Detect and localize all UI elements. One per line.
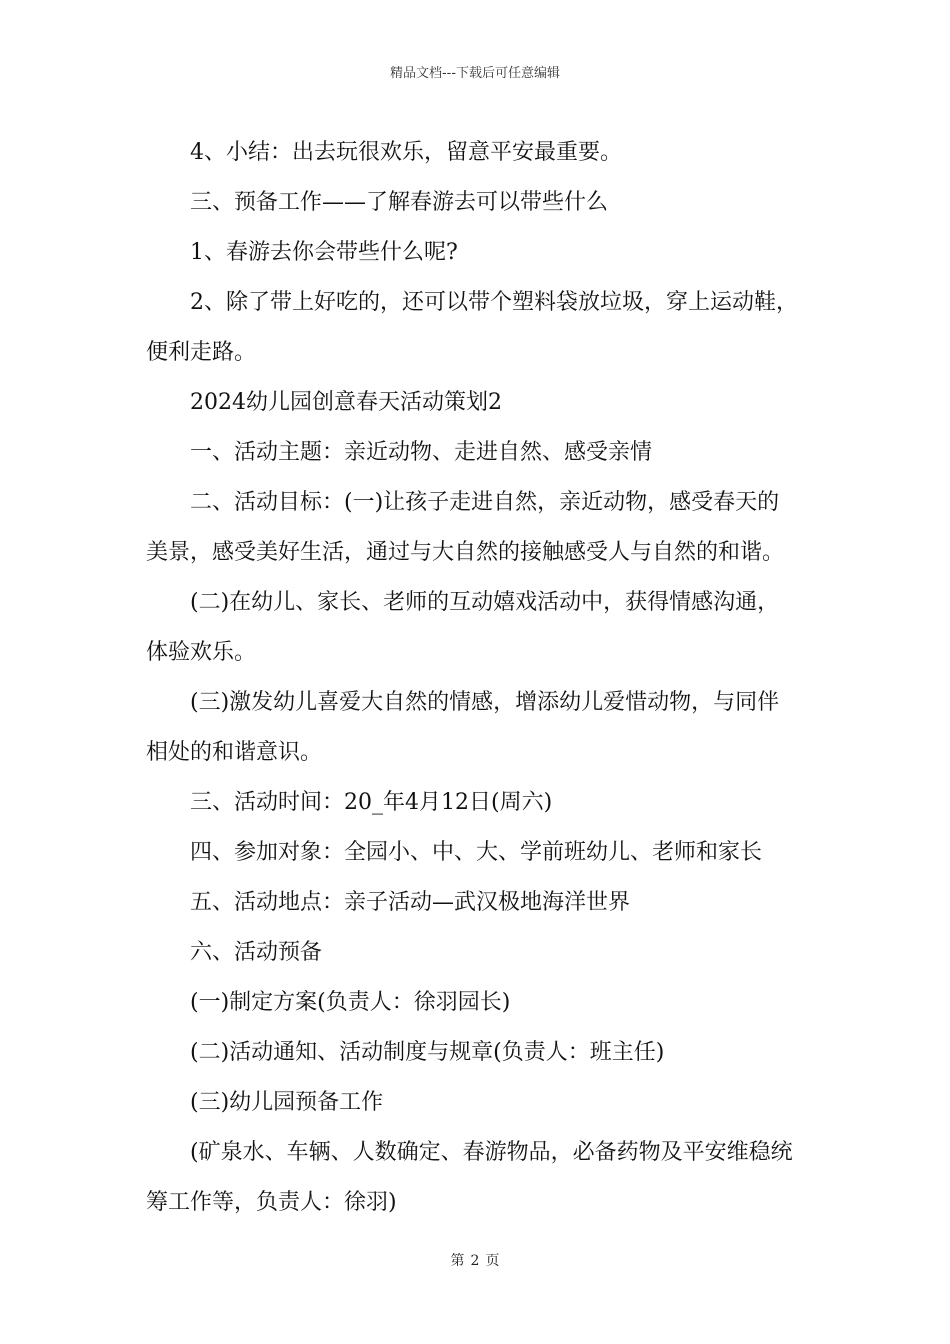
section-heading: 二、活动目标：(一)让孩子走进自然，亲近动物，感受春天的 — [190, 490, 780, 515]
paragraph-line: (矿泉水、车辆、人数确定、春游物品，必备药物及平安维稳统 — [190, 1140, 793, 1165]
paragraph-line: 筹工作等，负责人：徐羽) — [146, 1190, 397, 1215]
paragraph-line: 体验欢乐。 — [146, 640, 257, 665]
page-footer — [0, 1252, 950, 1270]
paragraph-line: 便利走路。 — [146, 340, 257, 365]
section-heading: 六、活动预备 — [190, 940, 323, 965]
list-item: (一)制定方案(负责人：徐羽园长) — [190, 990, 511, 1015]
section-heading: 四、参加对象：全园小、中、大、学前班幼儿、老师和家长 — [190, 840, 763, 865]
list-item: (三)幼儿园预备工作 — [190, 1090, 384, 1115]
page-header: 精品文档---下载后可任意编辑 — [389, 66, 561, 81]
section-heading: 三、预备工作——了解春游去可以带些什么 — [190, 190, 609, 215]
section-heading: 五、活动地点：亲子活动—武汉极地海洋世界 — [190, 890, 631, 915]
section-heading: 一、活动主题：亲近动物、走进自然、感受亲情 — [190, 440, 653, 465]
document-body — [146, 128, 810, 1228]
paragraph-line: (三)激发幼儿喜爱大自然的情感，增添幼儿爱惜动物，与同伴 — [190, 690, 780, 715]
page-number-suffix: 页 — [485, 1253, 500, 1269]
list-item: (二)活动通知、活动制度与规章(负责人：班主任) — [190, 1040, 665, 1065]
document-title: 2024幼儿园创意春天活动策划2 — [190, 390, 502, 415]
paragraph-line: 1、春游去你会带些什么呢? — [190, 240, 458, 265]
section-heading: 三、活动时间：20_年4月12日(周六) — [190, 790, 553, 815]
paragraph-line: 美景，感受美好生活，通过与大自然的接触感受人与自然的和谐。 — [146, 540, 785, 565]
paragraph-line: (二)在幼儿、家长、老师的互动嬉戏活动中，获得情感沟通， — [190, 590, 780, 615]
paragraph-line: 相处的和谐意识。 — [146, 740, 323, 765]
page-number-prefix: 第 — [450, 1253, 465, 1269]
page-number: 2 — [470, 1253, 480, 1269]
paragraph-line: 4、小结：出去玩很欢乐，留意平安最重要。 — [190, 140, 622, 165]
paragraph-line: 2、除了带上好吃的，还可以带个塑料袋放垃圾，穿上运动鞋， — [190, 290, 798, 315]
